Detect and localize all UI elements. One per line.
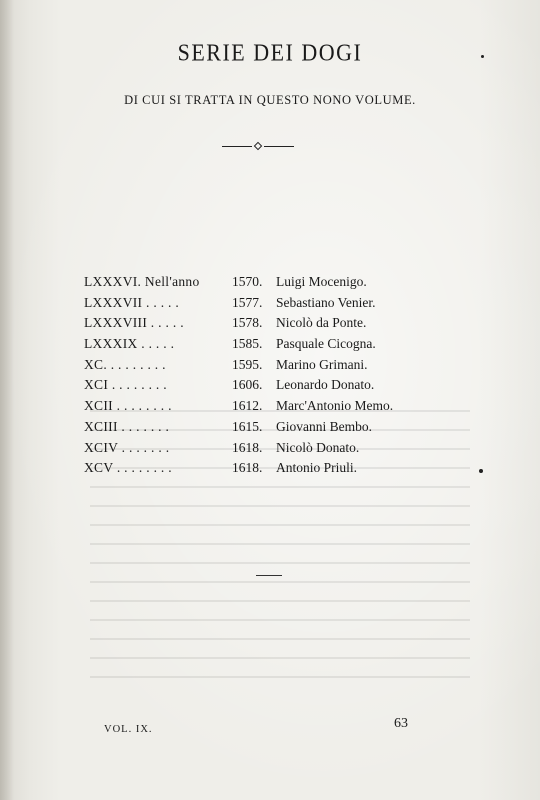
doge-numeral: XCV . . . . . . . . (84, 460, 172, 476)
doge-row (84, 336, 444, 357)
doge-row (84, 357, 444, 378)
doge-name: Nicolò da Ponte. (276, 315, 367, 331)
page-spine-shadow (0, 0, 14, 800)
doge-year: 1578. (232, 315, 263, 331)
doge-numeral: LXXXVII . . . . . (84, 294, 180, 310)
doge-name: Luigi Mocenigo. (276, 274, 367, 289)
doge-row (84, 295, 444, 316)
ink-speck (481, 55, 484, 58)
ink-speck (479, 469, 483, 473)
doge-year: 1615. (232, 418, 263, 434)
doge-year: 1570. (232, 274, 263, 289)
doge-name: Marc'Antonio Memo. (276, 398, 394, 414)
doge-row (84, 315, 444, 336)
doge-year: 1585. (232, 336, 263, 352)
diamond-ornament-icon (254, 142, 262, 150)
ornament-line-left (222, 146, 252, 147)
doge-name: Leonardo Donato. (276, 377, 375, 393)
doge-row (84, 460, 444, 481)
doge-year: 1595. (232, 356, 263, 372)
doge-name: Sebastiano Venier. (276, 294, 376, 310)
doge-numeral: LXXXVI. Nell'anno (84, 274, 200, 289)
doge-year: 1577. (232, 294, 263, 310)
doge-row (84, 398, 444, 419)
doge-numeral: XCIV . . . . . . . (84, 439, 170, 455)
doge-year: 1618. (232, 460, 263, 476)
page-title: SERIE DEI DOGI (177, 38, 363, 67)
ornament-line-right (264, 146, 294, 147)
doge-year: 1606. (232, 377, 263, 393)
doge-name: Giovanni Bembo. (276, 418, 372, 434)
doge-year: 1612. (232, 398, 263, 414)
doge-numeral: XCII . . . . . . . . (84, 398, 172, 414)
doge-row (84, 377, 444, 398)
doge-name: Nicolò Donato. (276, 439, 360, 455)
doge-numeral: LXXXVIII . . . . . (84, 315, 184, 331)
doge-numeral: XC. . . . . . . . . (84, 356, 166, 372)
end-rule (256, 575, 282, 576)
doge-name: Marino Grimani. (276, 356, 368, 372)
doge-numeral: XCIII . . . . . . . (84, 418, 170, 434)
volume-label: VOL. IX. (104, 724, 153, 735)
page-subtitle: DI CUI SI TRATTA IN QUESTO NONO VOLUME. (124, 93, 416, 107)
page-number: 63 (394, 716, 408, 731)
doge-row (84, 419, 444, 440)
title-ornament (222, 143, 294, 151)
doge-name: Antonio Priuli. (276, 460, 358, 476)
doge-year: 1618. (232, 439, 263, 455)
doge-row (84, 274, 444, 295)
doge-numeral: XCI . . . . . . . . (84, 377, 167, 393)
doge-row (84, 440, 444, 461)
doge-list (84, 274, 444, 481)
doge-numeral: LXXXIX . . . . . (84, 336, 175, 352)
doge-name: Pasquale Cicogna. (276, 336, 376, 352)
